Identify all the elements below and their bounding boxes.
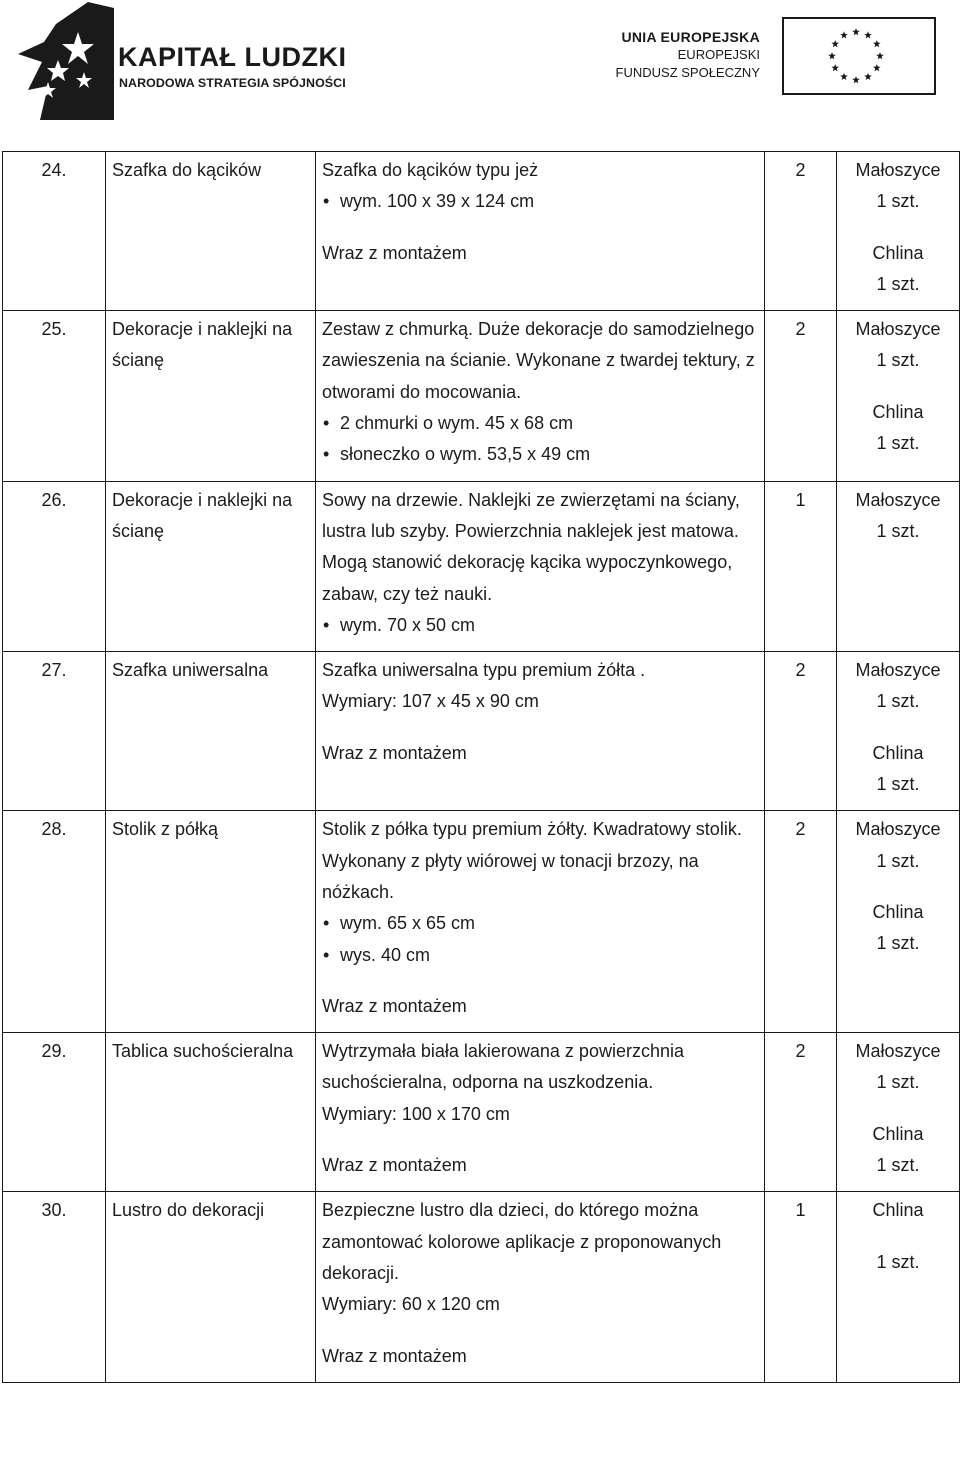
description-text: Wraz z montażem [322, 742, 467, 763]
description-text: Bezpieczne lustro dla dzieci, do którego można zamontować kolorowe aplikacje z proponowanych dekoracji. [322, 1200, 722, 1283]
kapital-ludzki-logo [18, 2, 378, 120]
location-name: Małoszyce [855, 1041, 941, 1062]
eu-logo-line3: FUNDUSZ SPOŁECZNY [615, 65, 760, 80]
eu-logo [606, 14, 936, 98]
item-name: Tablica suchościeralna [106, 1033, 316, 1192]
item-locations [837, 481, 960, 651]
item-description [316, 1192, 765, 1382]
equipment-table [2, 151, 960, 1383]
description-text: Wraz z montażem [322, 1155, 467, 1176]
item-quantity: 1 [765, 481, 837, 651]
description-text: Wraz z montażem [322, 995, 467, 1016]
eu-star-icon [852, 76, 860, 83]
item-description [316, 811, 765, 1033]
description-bullet: • wym. 65 x 65 cm [322, 908, 758, 939]
description-spacer [322, 218, 758, 238]
description-text: Wymiary: 100 x 170 cm [322, 1103, 510, 1124]
location-spacer [843, 877, 953, 897]
eu-star-icon [876, 52, 884, 59]
item-name: Dekoracje i naklejki na ścianę [106, 311, 316, 481]
row-number: 30. [3, 1192, 106, 1382]
item-name: Lustro do dekoracji [106, 1192, 316, 1382]
location-count: 1 szt. [876, 774, 920, 795]
kapital-ludzki-subtitle: NARODOWA STRATEGIA SPÓJNOŚCI [119, 76, 346, 90]
item-locations [837, 311, 960, 481]
description-text: Szafka do kącików typu jeż [322, 160, 539, 180]
item-quantity: 2 [765, 652, 837, 811]
table-row [3, 811, 960, 1033]
table-row [3, 311, 960, 481]
table-row [3, 481, 960, 651]
location-name: Małoszyce [855, 160, 941, 180]
item-name: Stolik z półką [106, 811, 316, 1033]
description-text: Wraz z montażem [322, 242, 467, 263]
description-text: Wymiary: 60 x 120 cm [322, 1294, 500, 1315]
location-name: Małoszyce [855, 319, 941, 340]
item-name: Szafka uniwersalna [106, 652, 316, 811]
location-name: Chlina [872, 742, 924, 763]
kapital-ludzki-emblem-icon [18, 2, 114, 120]
eu-logo-line2: EUROPEJSKI [677, 47, 760, 62]
location-count: 1 szt. [876, 191, 920, 212]
item-locations [837, 1033, 960, 1192]
row-number: 26. [3, 481, 106, 651]
item-locations [837, 1192, 960, 1382]
row-number: 28. [3, 811, 106, 1033]
location-count: 1 szt. [876, 1251, 920, 1272]
description-text: Wytrzymała biała lakierowana z powierzchnia suchościeralna, odporna na uszkodzenia. [322, 1041, 684, 1093]
table-row [3, 652, 960, 811]
location-count: 1 szt. [876, 850, 920, 871]
description-bullet: • słoneczko o wym. 53,5 x 49 cm [322, 439, 758, 470]
eu-star-icon [840, 31, 848, 38]
item-description [316, 311, 765, 481]
eu-star-icon [864, 31, 872, 38]
row-number: 29. [3, 1033, 106, 1192]
location-spacer [843, 1227, 953, 1247]
eu-logo-line1: UNIA EUROPEJSKA [621, 29, 760, 45]
eu-star-icon [852, 28, 860, 35]
location-count: 1 szt. [876, 933, 920, 954]
eu-star-icon [828, 52, 836, 59]
location-name: Małoszyce [855, 819, 941, 840]
item-quantity: 1 [765, 1192, 837, 1382]
location-name: Chlina [872, 1123, 924, 1144]
item-description [316, 1033, 765, 1192]
location-count: 1 szt. [876, 520, 920, 541]
table-row [3, 1033, 960, 1192]
description-text: Szafka uniwersalna typu premium żółta . [322, 660, 646, 681]
description-spacer [322, 971, 758, 991]
eu-star-icon [873, 40, 881, 47]
location-count: 1 szt. [876, 691, 920, 712]
eu-star-icon [831, 64, 839, 71]
location-count: 1 szt. [876, 1072, 920, 1093]
location-spacer [843, 1099, 953, 1119]
location-name: Chlina [872, 1200, 924, 1221]
table-row [3, 152, 960, 311]
eu-star-icon [840, 73, 848, 80]
description-text: Zestaw z chmurką. Duże dekoracje do samodzielnego zawieszenia na ścianie. Wykonane z twardej tektury, z otworami do mocowania. [322, 319, 755, 402]
location-spacer [843, 718, 953, 738]
location-count: 1 szt. [876, 273, 920, 294]
description-text: Wymiary: 107 x 45 x 90 cm [322, 691, 539, 712]
eu-logo-text [616, 28, 760, 82]
table-row [3, 1192, 960, 1382]
kapital-ludzki-title: KAPITAŁ LUDZKI [118, 42, 347, 72]
description-spacer [322, 718, 758, 738]
description-spacer [322, 1321, 758, 1341]
description-bullet: • wym. 100 x 39 x 124 cm [322, 186, 758, 217]
item-description [316, 481, 765, 651]
item-quantity: 2 [765, 311, 837, 481]
description-bullet: • 2 chmurki o wym. 45 x 68 cm [322, 408, 758, 439]
location-name: Chlina [872, 242, 924, 263]
item-quantity: 2 [765, 152, 837, 311]
location-name: Chlina [872, 901, 924, 922]
eu-star-icon [873, 64, 881, 71]
row-number: 25. [3, 311, 106, 481]
description-text: Sowy na drzewie. Naklejki ze zwierzętami na ściany, lustra lub szyby. Powierzchnia naklejek jest matowa. Mogą stanowić dekorację kącika wypoczynkowego, zabaw, czy też nauki. [322, 489, 740, 604]
location-count: 1 szt. [876, 350, 920, 371]
eu-star-icon [864, 73, 872, 80]
description-bullet: • wys. 40 cm [322, 940, 758, 971]
item-locations [837, 152, 960, 311]
location-name: Małoszyce [855, 489, 941, 510]
item-description [316, 652, 765, 811]
item-name: Szafka do kącików [106, 152, 316, 311]
item-quantity: 2 [765, 1033, 837, 1192]
item-locations [837, 811, 960, 1033]
description-spacer [322, 1130, 758, 1150]
location-name: Małoszyce [855, 660, 941, 681]
description-text: Stolik z półka typu premium żółty. Kwadratowy stolik. Wykonany z płyty wiórowej w tonacji brzozy, na nóżkach. [322, 819, 742, 902]
description-text: Wraz z montażem [322, 1345, 467, 1366]
eu-stars-icon [784, 19, 934, 93]
row-number: 27. [3, 652, 106, 811]
location-count: 1 szt. [876, 433, 920, 454]
description-bullet: • wym. 70 x 50 cm [322, 610, 758, 641]
item-description [316, 152, 765, 311]
eu-flag [782, 17, 936, 95]
item-locations [837, 652, 960, 811]
location-spacer [843, 377, 953, 397]
item-name: Dekoracje i naklejki na ścianę [106, 481, 316, 651]
eu-star-icon [831, 40, 839, 47]
location-spacer [843, 218, 953, 238]
location-count: 1 szt. [876, 1155, 920, 1176]
row-number: 24. [3, 152, 106, 311]
location-name: Chlina [872, 401, 924, 422]
item-quantity: 2 [765, 811, 837, 1033]
